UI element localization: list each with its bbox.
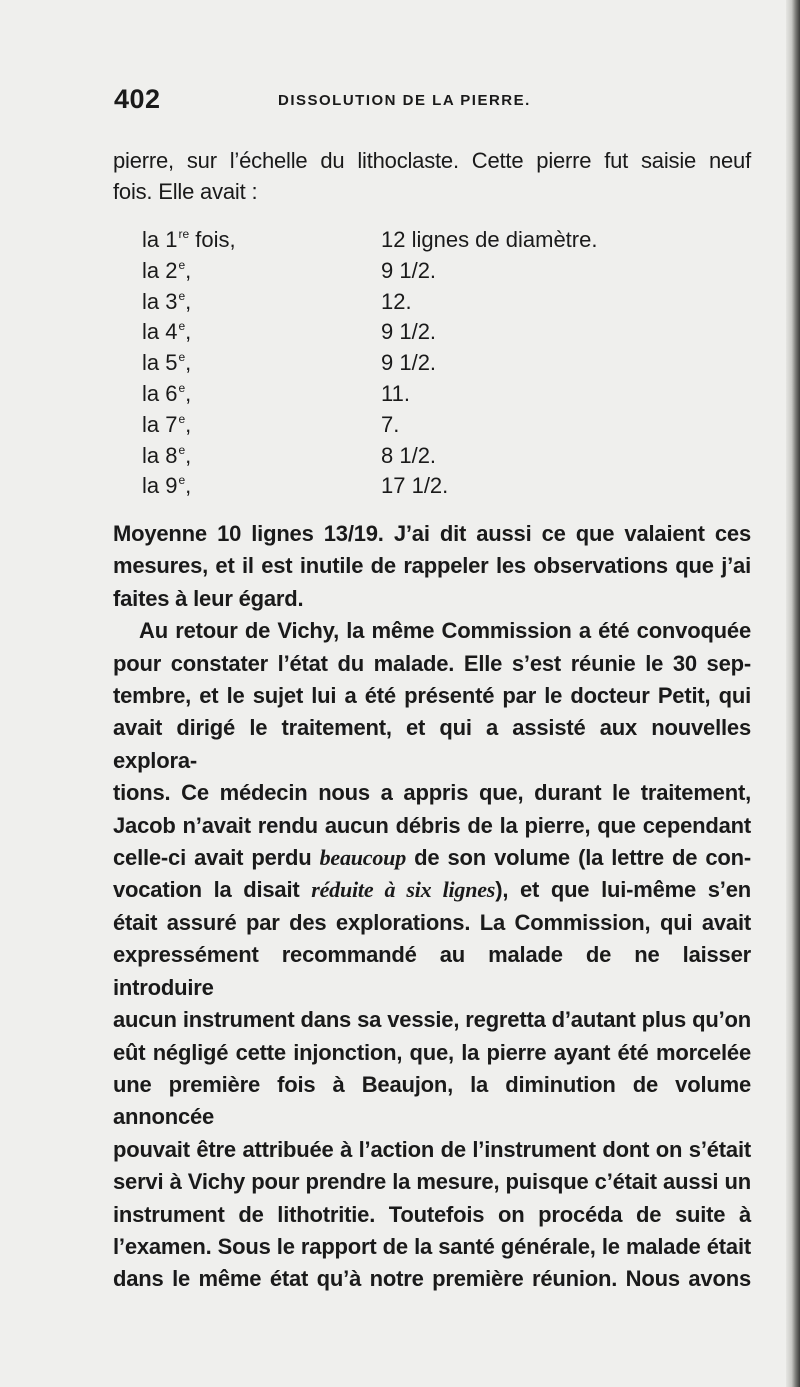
measurement-row [142,412,762,443]
measurement-label: la 1re fois, [142,227,236,252]
text-line: avait dirigé le traitement, et qui a assisté aux nouvelles explora- [113,715,751,773]
text-line: Moyenne 10 lignes 13/19. J’ai dit aussi ce que valaient ces [113,521,751,546]
intro-paragraph [113,145,751,207]
text-line: instrument de lithotritie. Toutefois on procéda de suite à [113,1201,751,1227]
measurement-value: 9 1/2. [381,319,437,345]
text-line: pouvait être attribuée à l’action de l’instrument dont on s’était [113,1136,751,1162]
measurement-value: 9 1/2. [381,257,437,283]
measurement-label: la 7e, [142,411,192,437]
italic-phrase: réduite à six lignes [311,877,496,903]
measurement-label: la 4e, [142,319,192,345]
measurement-label: la 2e, [142,257,192,283]
italic-phrase: beaucoup [319,845,407,871]
text-line: une première fois à Beaujon, la diminution de volume annoncée [113,1071,751,1130]
text-line: vocation la disait réduite à six lignes), et que lui-même s’en [113,877,751,903]
measurement-value: 8 1/2. [381,442,437,468]
text-line: Jacob n’avait rendu aucun débris de la pierre, que cependant [113,812,751,838]
measurement-row [142,473,762,504]
text-line: aucun instrument dans sa vessie, regretta d’autant plus qu’on [113,1007,751,1033]
text-line: faites à leur égard. [113,585,304,611]
text-line: tions. Ce médecin nous a appris que, durant le traitement, [113,780,751,806]
text-line: était assuré par des explorations. La Commission, qui avait [113,909,751,935]
text-line: Au retour de Vichy, la même Commission a été convoquée [139,618,751,644]
text-line: expressément recommandé au malade de ne laisser introduire [113,942,751,1000]
text-line: eût négligé cette injonction, que, la pierre ayant été morcelée [113,1039,751,1065]
running-head: DISSOLUTION DE LA PIERRE. [278,92,531,109]
measurement-row [142,319,762,350]
text-line: l’examen. Sous le rapport de la santé générale, le malade était [113,1233,751,1259]
measurement-label: la 9e, [142,473,192,499]
measurement-value: 17 1/2. [381,473,449,499]
measurement-row [142,227,762,258]
text-line: mesures, et il est inutile de rappeler les observations que j’ai [113,553,751,579]
text-line: fois. Elle avait : [113,179,258,204]
measurement-row [142,258,762,289]
measurement-table [142,227,762,504]
measurement-label: la 8e, [142,442,192,468]
text-line: tembre, et le sujet lui a été présenté par le docteur Petit, qui [113,683,751,709]
body-text [113,518,751,1296]
measurement-value: 12 lignes de diamètre. [381,227,598,252]
text-line: servi à Vichy pour prendre la mesure, puisque c’était aussi un [113,1169,751,1195]
measurement-value: 7. [381,411,400,437]
measurement-row [142,289,762,320]
measurement-value: 12. [381,288,412,314]
text-line: celle-ci avait perdu beaucoup de son volume (la lettre de con- [113,845,752,871]
measurement-row [142,443,762,474]
page-edge [786,0,800,1387]
measurement-label: la 5e, [142,350,192,376]
measurement-value: 11. [381,380,410,406]
measurement-label: la 3e, [142,288,192,314]
page-header [114,84,754,124]
measurement-label: la 6e, [142,380,192,406]
page-number: 402 [114,84,161,114]
text-line: pierre, sur l’échelle du lithoclaste. Cette pierre fut saisie neuf [113,148,751,173]
measurement-row [142,381,762,412]
text-line: dans le même état qu’à notre première réunion. Nous avons [113,1266,751,1292]
measurement-value: 9 1/2. [381,350,437,376]
measurement-row [142,350,762,381]
text-line: pour constater l’état du malade. Elle s’est réunie le 30 sep- [113,650,751,676]
